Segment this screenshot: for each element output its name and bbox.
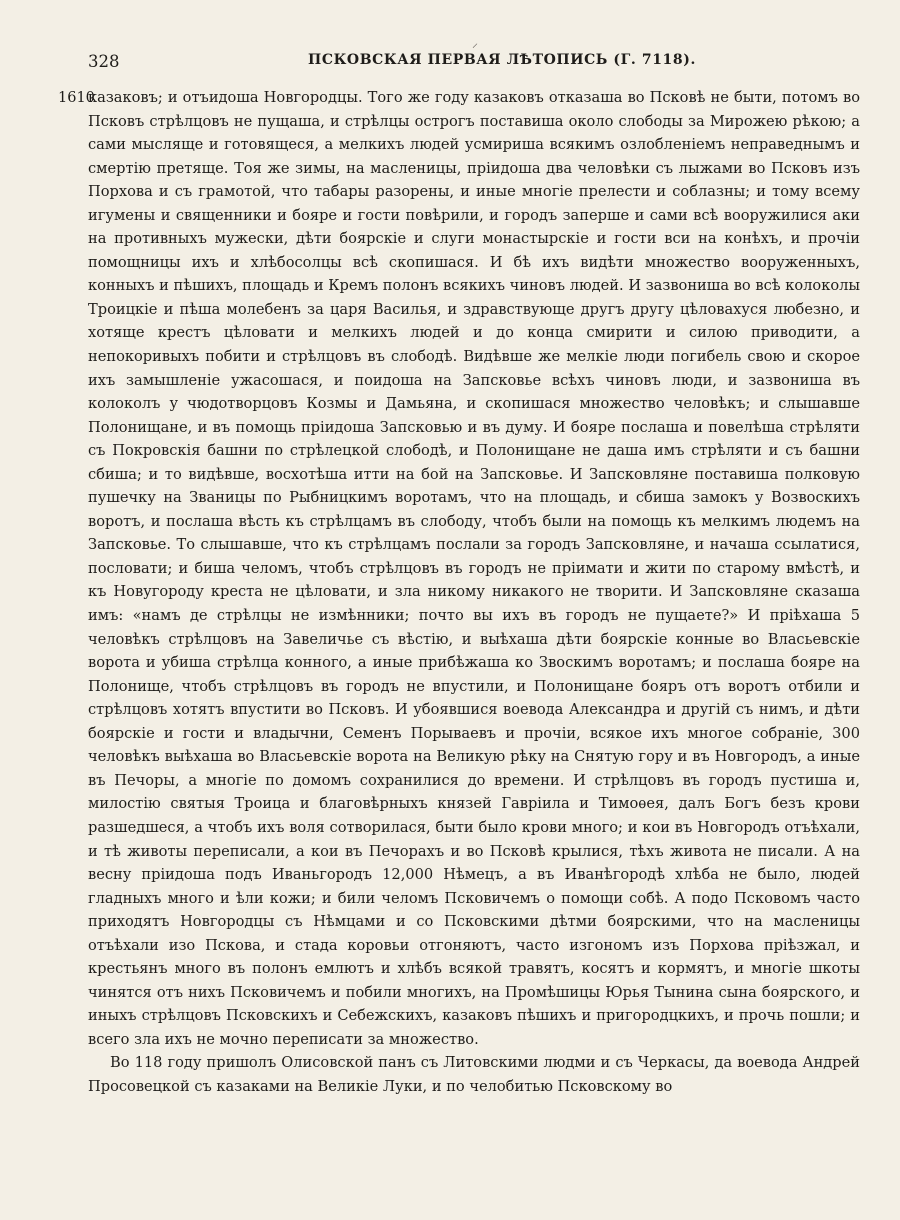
page-header xyxy=(88,50,860,76)
chronicle-text xyxy=(88,86,860,1099)
paragraph-second: Во 118 году пришолъ Олисовской панъ съ Литовскими людми и съ Черкасы, да воевода Андрей Просовецкой съ казаками на Великіе Луки, и по челобитью Псковскому во xyxy=(88,1054,860,1095)
paragraph-main: казаковъ; и отъидоша Новгородцы. Того же году казаковъ отказаша во Псковѣ не быти, потомъ во Псковъ стрѣлцовъ не пущаша, и стрѣлцы острогъ поставиша около слободы за Мирожею рѣкою; а сами мыслящe и готовящеся, а мелкихъ людей усмириша всякимъ озлобленіемъ неправеднымъ и смертію претяще. Тоя же зимы, на масленицы, пріидоша два человѣки съ лыжами во Псковъ изъ Порхова и съ грамотой, что табары разорены, и иные многіе прелести и соблазны; и тому всему игумены и священники и бояре и гости повѣрили, и городъ заперше и сами всѣ вооружилися аки на противныхъ мужески, дѣти боярскіе и слуги монастырскіе и гости вси на конѣхъ, и прочіи помощницы ихъ и хлѣбосолцы всѣ скопишася. И бѣ ихъ видѣти множество вооруженныхъ, конныхъ и пѣшихъ, площадь и Кремъ полонъ всякихъ чиновъ людей. И зазвониша во всѣ колоколы Троицкіе и пѣша молебенъ за царя Василья, и здравствующе другъ другу цѣловахуся любезно, и хотяще крестъ цѣловати и мелкихъ людей и до конца смирити и силою приводити, а непокоривыхъ побити и стрѣлцовъ въ слободѣ. Видѣвше же мелкіе люди погибель свою и скорое ихъ замышленіе ужасошася, и поидоша на Запсковье всѣхъ чиновъ люди, и зазвониша въ колоколъ у чюдотворцовъ Козмы и Дамьяна, и скопишася множество человѣкъ; и слышавше Полонищане, и въ помощь пріидоша Запсковью и въ думу. И бояре послаша и повелѣша стрѣляти съ Покровскія башни по стрѣлецкой слободѣ, и Полонищане не даша имъ стрѣляти и съ башни сбиша; и то видѣвше, восхотѣша итти на бой на Запсковье. И Запсковляне поставиша полковую пушечку на Званицы по Рыбницкимъ воротамъ, что на площадь, и сбиша замокъ у Возвоскихъ воротъ, и послаша вѣсть къ стрѣлцамъ въ слободу, чтобъ были на помощь къ мелкимъ людемъ на Запсковье. То слышавше, что къ стрѣлцамъ послали за городъ Запсковляне, и начаша ссылатися, пословати; и биша челомъ, чтобъ стрѣлцовъ въ городъ не пріимати и жити по старому вмѣстѣ, и къ Новугороду креста не цѣловати, и зла никому никакого не творити. И Запсковляне сказаша имъ: «намъ де стрѣлцы не измѣнники; почто вы ихъ въ городъ не пущаете?» И пріѣхаша 5 человѣкъ стрѣлцовъ на Завеличье съ вѣстію, и выѣхаша дѣти боярскіе конные во Власьевскіе ворота и убиша стрѣлца конного, а иные прибѣжаша ко Звоскимъ воротамъ; и послаша бояре на Полонище, чтобъ стрѣлцовъ въ городъ не впустили, и Полонищане бояръ отъ воротъ отбили и стрѣлцовъ хотятъ впустити во Псковъ. И убоявшися воевода Александра и другій съ нимъ, и дѣти боярскіе и гости и владычни, Семенъ Порываевъ и прочіи, всякое ихъ многое собраніе, 300 человѣкъ выѣхаша во Власьевскіе ворота на Великую рѣку на Снятую гору и въ Новгородъ, а иные въ Печоры, а многіе по домомъ сохранилися до времени. И стрѣлцовъ въ городъ пустиша и, милостію святыя Троица и благовѣрныхъ князей Гавріила и Тимоѳея, далъ Богъ безъ крови разшедшеся, а чтобъ ихъ воля сотворилася, быти было крови много; и кои въ Новгородъ отъѣхали, и тѣ животы переписали, а кои въ Печорахъ и во Псковѣ крылися, тѣхъ живота не писали. А на весну пріидоша подъ Иваньгородъ 12,000 Нѣмецъ, а въ Иванѣгородѣ хлѣба не было, людей гладныхъ много и ѣли кожи; и били челомъ Псковичемъ о помощи собѣ. А подо Псковомъ часто приходятъ Новгородцы съ Нѣмцами и со Псковскими дѣтми боярскими, что на масленицы отъѣхали изо Пскова, и стада коровьи отгоняютъ, часто изгономъ изъ Порхова пріѣзжал, и крестьянъ много въ полонъ емлютъ и хлѣбъ всякой травятъ, косятъ и кормятъ, и многіе шкоты чинятся отъ нихъ Псковичемъ и побили многихъ, на Промѣшицы Юрья Тынина сына боярского, и иныхъ стрѣлцовъ Псковскихъ и Себежскихъ, казаковъ пѣшихъ и пригородцкихъ, и прочь пошли; и всего зла ихъ не мочно переписати за множество. xyxy=(88,89,860,1048)
page-number: 328 xyxy=(88,52,120,71)
stray-mark: ⸝ xyxy=(472,36,479,50)
margin-year-note: 1610 xyxy=(58,90,95,106)
running-title: ПСКОВСКАЯ ПЕРВАЯ ЛѢТОПИСЬ (Г. 7118). xyxy=(308,52,696,68)
